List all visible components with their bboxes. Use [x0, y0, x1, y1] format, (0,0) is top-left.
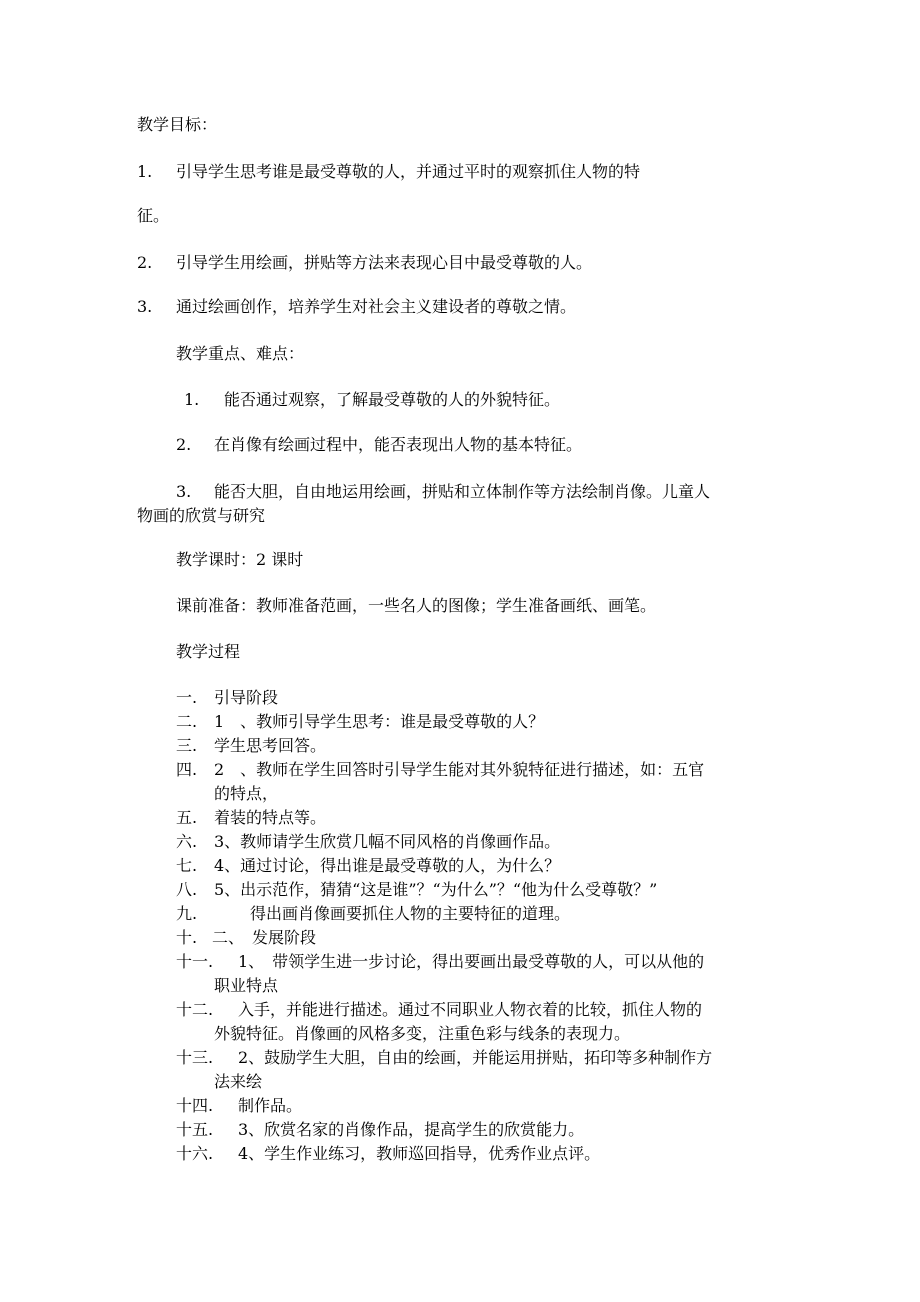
objective-1-number: 1.: [137, 162, 153, 181]
process-item-text: 得出画肖像画要抓住人物的主要特征的道理。: [250, 904, 571, 923]
process-item-marker: 十六.: [176, 1144, 214, 1163]
process-heading: 教学过程: [176, 642, 241, 661]
key-point-3-number: 3.: [176, 482, 192, 501]
process-item-text: 4、通过讨论，得出谁是最受尊敬的人，为什么？: [214, 856, 561, 875]
process-item-text: 4、学生作业练习，教师巡回指导，优秀作业点评。: [238, 1144, 601, 1163]
key-point-2-text: 在肖像有绘画过程中，能否表现出人物的基本特征。: [214, 435, 583, 454]
process-item-text: 5、出示范作，猜猜“这是谁”？“为什么”？“他为什么受尊敬？”: [214, 880, 658, 899]
process-item-4-continuation: 的特点，: [214, 784, 279, 803]
process-item-marker: 八.: [176, 880, 198, 899]
process-item-12-continuation: 外貌特征。肖像画的风格多变，注重色彩与线条的表现力。: [214, 1024, 631, 1043]
key-point-1-number: 1.: [184, 390, 200, 409]
process-item-marker: 七.: [176, 856, 198, 875]
preparation: 课前准备：教师准备范画，一些名人的图像；学生准备画纸、画笔。: [176, 596, 657, 615]
process-item-text: 1 、教师引导学生思考：谁是最受尊敬的人？: [214, 712, 545, 731]
process-item-11-continuation: 职业特点: [214, 976, 279, 995]
process-item-text: 学生思考回答。: [214, 736, 327, 755]
process-item-text: 着装的特点等。: [214, 808, 327, 827]
key-points-heading: 教学重点、难点：: [176, 344, 305, 363]
process-item-marker: 一.: [176, 688, 198, 707]
process-item-text: 二、 发展阶段: [212, 928, 317, 947]
process-item-marker: 十.: [176, 928, 198, 947]
process-item-text: 入手，并能进行描述。通过不同职业人物衣着的比较，抓住人物的: [238, 1000, 703, 1019]
objective-3-text: 通过绘画创作，培养学生对社会主义建设者的尊敬之情。: [176, 297, 577, 316]
process-item-text: 2、鼓励学生大胆，自由的绘画，并能运用拼贴，拓印等多种制作方: [238, 1048, 713, 1067]
process-item-marker: 十三.: [176, 1048, 214, 1067]
process-item-text: 2 、教师在学生回答时引导学生能对其外貌特征进行描述，如：五官: [214, 760, 705, 779]
process-item-marker: 六.: [176, 832, 198, 851]
objective-2-text: 引导学生用绘画，拼贴等方法来表现心目中最受尊敬的人。: [176, 253, 593, 272]
process-item-marker: 十一.: [176, 952, 214, 971]
objective-1-continuation: 征。: [137, 206, 170, 225]
objectives-heading: 教学目标：: [137, 115, 218, 134]
objective-3-number: 3.: [137, 297, 153, 316]
process-item-marker: 十二.: [176, 1000, 214, 1019]
process-item-marker: 三.: [176, 736, 198, 755]
process-item-text: 3、教师请学生欣赏几幅不同风格的肖像画作品。: [214, 832, 561, 851]
process-item-text: 1、 带领学生进一步讨论，得出要画出最受尊敬的人，可以从他的: [238, 952, 705, 971]
key-point-3-text: 能否大胆，自由地运用绘画，拼贴和立体制作等方法绘制肖像。儿童人: [214, 482, 711, 501]
process-item-text: 引导阶段: [214, 688, 279, 707]
key-point-1-text: 能否通过观察，了解最受尊敬的人的外貌特征。: [224, 390, 561, 409]
process-item-marker: 十五.: [176, 1120, 214, 1139]
process-item-marker: 九.: [176, 904, 198, 923]
key-point-3-continuation: 物画的欣赏与研究: [137, 506, 266, 525]
class-hours: 教学课时：2 课时: [176, 550, 304, 569]
process-item-text: 3、欣赏名家的肖像作品，提高学生的欣赏能力。: [238, 1120, 585, 1139]
process-item-13-continuation: 法来绘: [214, 1072, 263, 1091]
process-item-text: 制作品。: [238, 1096, 303, 1115]
process-item-marker: 十四.: [176, 1096, 214, 1115]
process-item-marker: 二.: [176, 712, 198, 731]
process-item-marker: 五.: [176, 808, 198, 827]
objective-1-text: 引导学生思考谁是最受尊敬的人，并通过平时的观察抓住人物的特: [176, 162, 641, 181]
key-point-2-number: 2.: [176, 435, 192, 454]
objective-2-number: 2.: [137, 253, 153, 272]
process-item-marker: 四.: [176, 760, 198, 779]
